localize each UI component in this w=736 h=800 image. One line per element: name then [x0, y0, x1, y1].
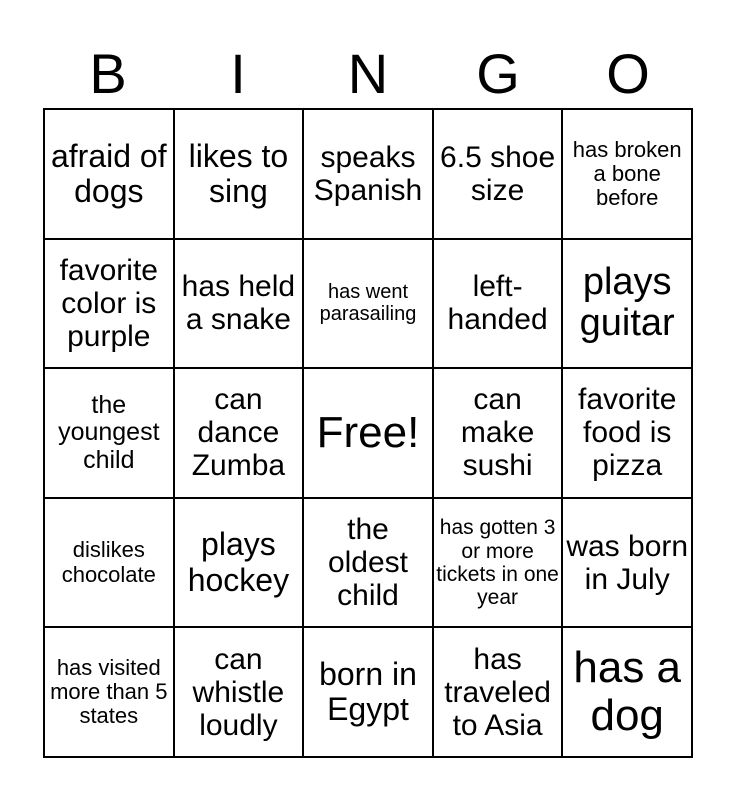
header-letter-g: G — [476, 42, 520, 105]
header-letter-n: N — [347, 42, 389, 105]
cell-text: has traveled to Asia — [444, 642, 551, 742]
cell-text: has visited more than 5 states — [50, 654, 168, 729]
header-letter-i: I — [230, 42, 246, 105]
cell-text: was born in July — [566, 529, 689, 596]
cell-text: has held a snake — [181, 270, 296, 337]
bingo-cell[interactable] — [303, 498, 433, 628]
bingo-cell[interactable] — [562, 627, 692, 757]
header-letter-o: O — [606, 42, 650, 105]
free-space-text: Free! — [316, 407, 420, 457]
cell-text: favorite food is pizza — [578, 383, 677, 483]
bingo-cell[interactable] — [174, 239, 304, 369]
cell-text: born in Egypt — [319, 656, 417, 728]
cell-text: the youngest child — [58, 390, 160, 474]
cell-text: has a dog — [573, 642, 682, 741]
bingo-cell[interactable] — [433, 627, 563, 757]
bingo-cell[interactable] — [174, 368, 304, 498]
cell-text: afraid of dogs — [50, 137, 167, 209]
bingo-cell[interactable] — [44, 627, 174, 757]
bingo-cell[interactable] — [433, 368, 563, 498]
cell-text: favorite color is purple — [59, 253, 158, 353]
cell-text: dislikes chocolate — [61, 537, 156, 587]
bingo-cell[interactable] — [562, 109, 692, 239]
cell-text: plays hockey — [187, 526, 290, 598]
bingo-cell[interactable] — [44, 368, 174, 498]
cell-text: left-handed — [447, 270, 548, 337]
cell-text: can make sushi — [460, 383, 535, 483]
bingo-cell[interactable] — [433, 498, 563, 628]
bingo-cell[interactable] — [303, 109, 433, 239]
bingo-cell[interactable] — [303, 627, 433, 757]
cell-text: 6.5 shoe size — [440, 140, 556, 207]
cell-text: has broken a bone before — [572, 136, 682, 210]
cell-text: likes to sing — [188, 137, 289, 209]
bingo-cell[interactable] — [303, 239, 433, 369]
bingo-cell[interactable] — [44, 109, 174, 239]
bingo-cell[interactable] — [174, 627, 304, 757]
cell-text: can whistle loudly — [192, 642, 285, 742]
bingo-cell[interactable] — [433, 239, 563, 369]
bingo-cell[interactable] — [562, 498, 692, 628]
cell-text: can dance Zumba — [191, 383, 286, 483]
cell-text: speaks Spanish — [313, 140, 423, 207]
cell-text: plays guitar — [579, 260, 675, 345]
bingo-cell[interactable] — [174, 498, 304, 628]
bingo-cell[interactable] — [44, 498, 174, 628]
header-letter-b: B — [89, 42, 127, 105]
free-space-cell[interactable] — [303, 368, 433, 498]
cell-text: has went parasailing — [319, 281, 417, 326]
bingo-header — [43, 40, 693, 108]
bingo-cell[interactable] — [433, 109, 563, 239]
bingo-cell[interactable] — [562, 368, 692, 498]
cell-text: the oldest child — [327, 513, 409, 613]
bingo-grid — [43, 108, 693, 758]
bingo-cell[interactable] — [44, 239, 174, 369]
cell-text: has gotten 3 or more tickets in one year — [436, 516, 559, 609]
bingo-cell[interactable] — [562, 239, 692, 369]
bingo-cell[interactable] — [174, 109, 304, 239]
